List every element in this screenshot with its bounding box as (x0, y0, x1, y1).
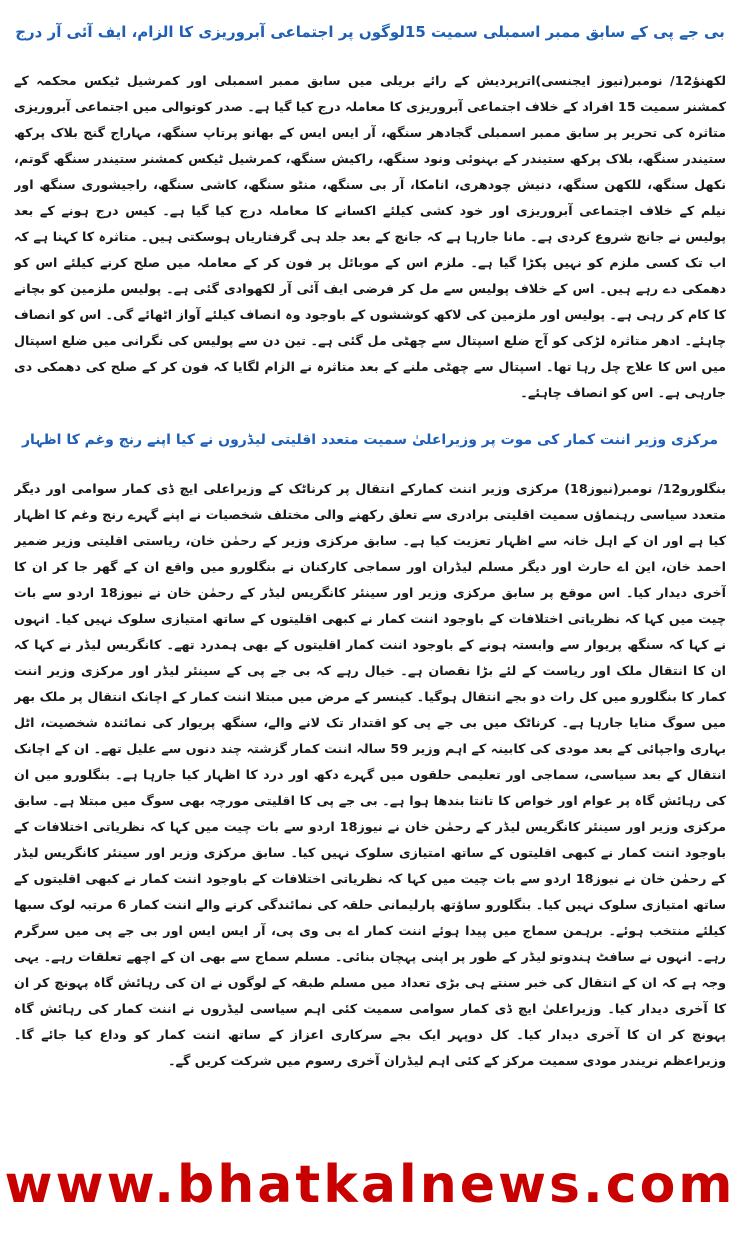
site-watermark: www.bhatkalnews.com (4, 1155, 736, 1215)
story-1-body: لکھنؤ12/ نومبر(نیوز ایجنسی)اترپردیش کے رائے بریلی میں سابق ممبر اسمبلی اور کمرشیل ٹیکس محکمہ کے کمشنر سمیت 15 افراد کے خلاف اجتماعی آبروریزی کا معاملہ درج کیا گیا ہے۔ صدر کوتوالی میں اجتماعی آبروریزی متاثرہ کی تحریر پر سابق ممبر اسمبلی گجادھر سنگھ، آر ایس ایس کے بھانو پرتاپ سنگھ، مہاراج گنج بلاک پرکھ ستیندر سنگھ، بلاک پرکھ ستیندر کے بہنوئی ونود سنگھ، راکیش سنگھ، کمرشیل ٹیکس کمشنر ستیندر سنگھ گوتم، نکھل سنگھ، للکھن سنگھ، دنیش چودھری، انامکا، آر بی سنگھ، منٹو سنگھ، کاشی سنگھ، راجیشوری سنگھ اور نیلم کے خلاف اجتماعی آبروریزی اور خود کشی کیلئے اکسانے کا معاملہ درج کیا گیا ہے۔ کیس درج ہونے کے بعد پولیس نے جانچ شروع کردی ہے۔ مانا جارہا ہے کہ جانچ کے بعد جلد ہی گرفتاریاں ہوسکتی ہیں۔ متاثرہ کا کہنا ہے کہ اب تک کسی ملزم کو نہیں پکڑا گیا ہے۔ ملزم اس کے موبائل پر فون کر کے معاملہ میں صلح کرنے کیلئے اس کو دھمکی دے رہے ہیں۔ اس کے خلاف پولیس سے مل کر فرضی ایف آئی آر لکھوادی گئی ہے۔ پولیس ملزمین کو بچانے کا کام کر رہی ہے۔ پولیس اور ملزمین کی لاکھ کوششوں کے باوجود وہ انصاف کیلئے آواز اٹھائے گی۔ اس کو انصاف چاہئے۔ ادھر متاثرہ لڑکی کو آج ضلع اسپتال سے چھٹی مل گئی ہے۔ تین دن سے پولیس کی نگرانی میں ضلع اسپتال میں اس کا علاج چل رہا تھا۔ اسپتال سے چھٹی ملنے کے بعد متاثرہ نے الزام لگایا کہ فون کر کے صلح کی دھمکی دی جارہی ہے۔ اس کو انصاف چاہئے۔ (14, 73, 726, 400)
story-1-headline: بی جے پی کے سابق ممبر اسمبلی سمیت 15لوگوں پر اجتماعی آبروریزی کا الزام، ایف آئی آر درج (15, 23, 725, 41)
story-2-headline: مرکزی وزیر اننت کمار کی موت پر وزیراعلیٰ سمیت متعدد اقلیتی لیڈروں نے کیا اپنے رنج وغم کا اظہار (21, 432, 719, 448)
story-2-body: بنگلورو12/ نومبر(نیوز18) مرکزی وزیر اننت کمارکے انتقال پر کرناٹک کے وزیراعلی ایچ ڈی کمار سوامی اور دیگر متعدد سیاسی رہنماؤں سمیت اقلیتی برادری سے تعلق رکھنے والی مختلف شخصیات نے اپنے گہرے رنج وغم کا اظہار کیا ہے اور ان کے اہل خانہ سے اظہار تعزیت کیا ہے۔ سابق مرکزی وزیر کے رحمٰن خان، ریاستی اقلیتی وزیر ضمیر احمد خان، این اے حارث اور دیگر مسلم لیڈران اور سماجی کارکنان نے بنگلورو میں واقع ان کے گھر جا کر ان کا آخری دیدار کیا۔ اس موقع پر سابق مرکزی وزیر اور سینئر کانگریس لیڈر کے رحمٰن خان نے نیوز18 اردو سے بات چیت میں کہا کہ نظریاتی اختلافات کے باوجود اننت کمار نے کبھی اقلیتوں کے ساتھ امتیازی سلوک نہیں کیا۔ انہوں نے کہا کہ سنگھ پریوار سے وابستہ ہونے کے باوجود اننت کمار اقلیتوں کے بھی ہمدرد تھے۔ کانگریس لیڈر نے کہا کہ ان کا انتقال ملک اور ریاست کے لئے بڑا نقصان ہے۔ خیال رہے کہ بی جے پی کے سینئر لیڈر اور مرکزی وزیر اننت کمار کا بنگلورو میں کل رات دو بجے انتقال ہوگیا۔ کینسر کے مرض میں مبتلا اننت کمار کے اچانک انتقال پر ملک بھر میں سوگ منایا جارہا ہے۔ کرناٹک میں بی جے پی کو اقتدار تک لانے والے، سنگھ پریوار کی نمائندہ شخصیت، اٹل بہاری واجپائی کے بعد مودی کی کابینہ کے اہم وزیر 59 سالہ اننت کمار گزشتہ چند دنوں سے علیل تھے۔ ان کے اچانک انتقال کے بعد سیاسی، سماجی اور تعلیمی حلقوں میں گہرے دکھ اور درد کا اظہار کیا جارہا ہے۔ بنگلورو میں ان کی رہائش گاہ پر عوام اور خواص کا تانتا بندھا ہوا ہے۔ بی جے پی کا اقلیتی مورچہ بھی سوگ میں مبتلا ہے۔ سابق مرکزی وزیر اور سینئر کانگریس لیڈر کے رحمٰن خان نے نیوز18 اردو سے بات چیت میں کہا کہ نظریاتی اختلافات کے باوجود اننت کمار نے کبھی اقلیتوں کے ساتھ امتیازی سلوک نہیں کیا۔ سابق مرکزی وزیر اور سینئر کانگریس لیڈر کے رحمٰن خان نے نیوز18 اردو سے بات چیت میں کہا کہ نظریاتی اختلافات کے باوجود اننت کمار نے کبھی اقلیتوں کے ساتھ امتیازی سلوک نہیں کیا۔ بنگلورو ساؤتھ پارلیمانی حلقہ کی نمائندگی کرنے والے اننت کمار 6 مرتبہ لوک سبھا کیلئے منتخب ہوئے۔ برہمن سماج میں پیدا ہوئے اننت کمار اے بی وی پی، آر ایس ایس اور بی جے پی میں سرگرم رہے۔ انہوں نے سافٹ ہندوتو لیڈر کے طور پر اپنی پہچان بنائی۔ مسلم سماج سے بھی ان کے اچھے تعلقات رہے۔ یہی وجہ ہے کہ ان کے انتقال کی خبر سنتے ہی بڑی تعداد میں مسلم طبقہ کے لوگوں نے ان کی رہائش گاہ پہونچ کر ان کا آخری دیدار کیا۔ وزیراعلیٰ ایچ ڈی کمار سوامی سمیت کئی اہم سیاسی لیڈروں نے اننت کمار کی رہائش گاہ پہونچ کر ان کا آخری دیدار کیا۔ کل دوپہر ایک بجے سرکاری اعزاز کے ساتھ اننت کمار کو وداع کیا جائے گا۔ وزیراعظم نریندر مودی سمیت مرکز کے کئی اہم لیڈران آخری رسوم میں شرکت کریں گے۔ (14, 481, 726, 1068)
